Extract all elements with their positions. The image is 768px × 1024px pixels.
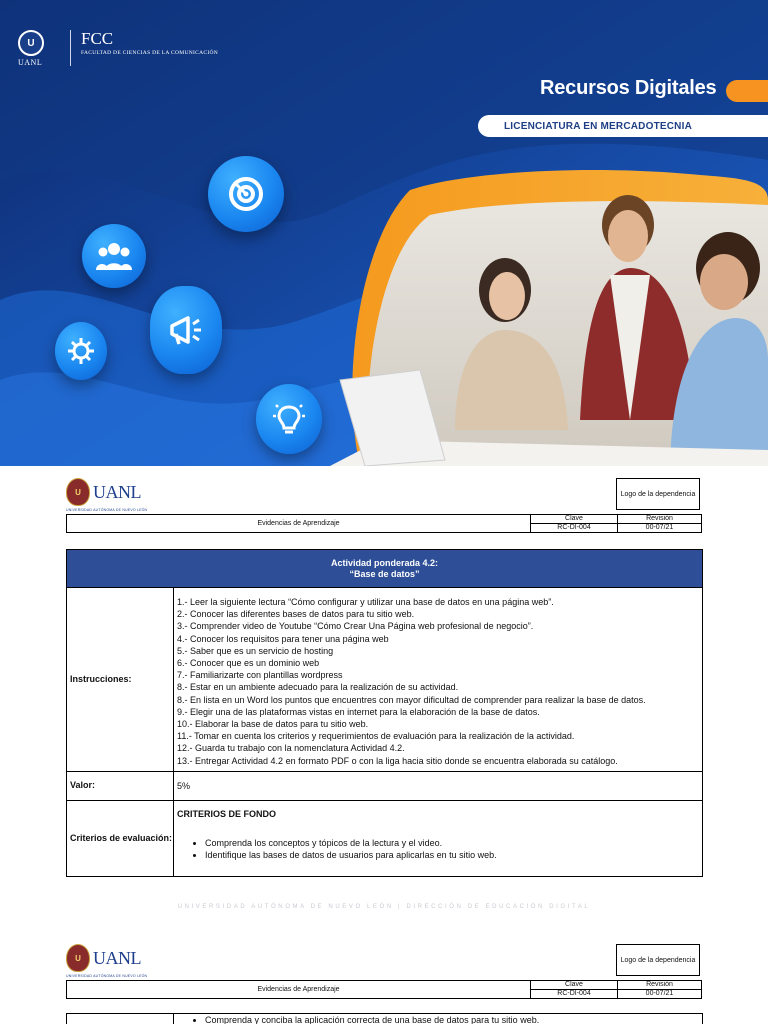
criterios-title: CRITERIOS DE FONDO xyxy=(177,808,277,819)
lightbulb-icon xyxy=(256,384,322,454)
instruction-item: 9.- Elegir una de las plataformas vistas en internet para la elaboración de la base de datos. xyxy=(177,706,540,717)
uanl-wordmark: UANL xyxy=(93,947,141,968)
activity-table xyxy=(66,549,703,877)
instruction-item: 7.- Familiarizarte con plantillas wordpress xyxy=(177,670,343,681)
criterio-item: • Comprenda los conceptos y tópicos de la lectura y el video. xyxy=(205,837,699,850)
clave-label: Clave xyxy=(531,981,618,990)
activity-title: Actividad ponderada 4.2: xyxy=(330,557,439,568)
hero-banner xyxy=(0,0,768,466)
clave-value: RC-DI-004 xyxy=(531,990,618,999)
criterios-label: Criterios de evaluación: xyxy=(67,800,174,876)
revision-value: 00-07/21 xyxy=(618,524,702,533)
instruction-item: 2.- Conocer las diferentes bases de datos para tu sitio web. xyxy=(177,609,415,620)
clave-value: RC-DI-004 xyxy=(531,524,618,533)
instruction-item: 5.- Saber que es un servicio de hosting xyxy=(177,645,334,656)
target-icon xyxy=(208,156,284,232)
logo-faculty-name: FACULTAD DE CIENCIAS DE LA COMUNICACIÓN xyxy=(81,50,218,56)
instruction-item: 8.- Estar en un ambiente adecuado para la realización de su actividad. xyxy=(177,682,459,693)
instruction-item: 8.- En lista en un Word los puntos que encuentres con mayor dificultad de comprender para realizar la base de datos. xyxy=(177,694,646,705)
header-table xyxy=(66,980,702,999)
evidencias-cell: Evidencias de Aprendizaje xyxy=(67,981,531,999)
activity-subtitle: “Base de datos” xyxy=(349,568,420,579)
people-icon xyxy=(82,224,146,288)
instrucciones-label: Instrucciones: xyxy=(67,588,174,772)
logo-fcc-text: FCC xyxy=(81,29,114,48)
revision-value: 00-07/21 xyxy=(618,990,702,999)
instruction-item: 1.- Leer la siguiente lectura “Cómo configurar y utilizar una base de datos en una página web”. xyxy=(177,597,554,607)
instrucciones-list xyxy=(177,596,699,767)
valor-label: Valor: xyxy=(67,771,174,800)
uanl-subtitle: UNIVERSIDAD AUTÓNOMA DE NUEVO LEÓN xyxy=(66,974,148,978)
instruction-item: 12.- Guarda tu trabajo con la nomenclatura Actividad 4.2. xyxy=(177,743,405,754)
megaphone-icon xyxy=(150,286,222,374)
instruction-item: 13.- Entregar Actividad 4.2 en formato PDF o con la liga hacia sitio donde se encuentra elaborada su catálogo. xyxy=(177,755,618,766)
activity-title-cell xyxy=(67,550,703,588)
criterio-item: • Identifique las bases de datos de usuarios para aplicarlas en tu sitio web. xyxy=(205,849,699,862)
valor-value: 5% xyxy=(174,771,703,800)
uanl-logo xyxy=(66,944,141,972)
evidencias-cell: Evidencias de Aprendizaje xyxy=(67,515,531,533)
page-footer: UNIVERSIDAD AUTÓNOMA DE NUEVO LEÓN | DIRECCIÓN DE EDUCACIÓN DIGITAL xyxy=(177,904,591,910)
criterios-list xyxy=(205,837,699,862)
logo-dependencia-box: Logo de la dependencia xyxy=(616,944,700,976)
instruction-item: 4.- Conocer los requisitos para tener una página web xyxy=(177,633,389,644)
criterios-continued xyxy=(174,1014,703,1024)
clave-label: Clave xyxy=(531,515,618,524)
gear-icon xyxy=(55,322,107,380)
criterios-label-continued xyxy=(67,1014,174,1024)
logo-divider xyxy=(70,30,71,66)
revision-label: Revisión xyxy=(618,981,702,990)
uanl-logo xyxy=(66,478,141,506)
uanl-subtitle: UNIVERSIDAD AUTÓNOMA DE NUEVO LEÓN xyxy=(66,508,148,512)
instruction-item: 11.- Tomar en cuenta los criterios y requerimientos de evaluación para la realización de la actividad. xyxy=(177,731,575,742)
instrucciones-content xyxy=(174,588,703,772)
uanl-seal-icon: U xyxy=(18,30,44,56)
header-table xyxy=(66,514,702,533)
program-pill: LICENCIATURA EN MERCADOTECNIA xyxy=(478,115,768,137)
instruction-item: 3.- Comprender video de Youtube “Cómo Crear Una Página web profesional de negocio”. xyxy=(177,621,534,632)
instruction-item: 10.- Elaborar la base de datos para tu sitio web. xyxy=(177,719,369,730)
criterios-content xyxy=(174,800,703,876)
instruction-item: 6.- Conocer que es un dominio web xyxy=(177,658,320,669)
orange-accent-pill xyxy=(726,80,768,102)
uanl-wordmark: UANL xyxy=(93,481,141,502)
uanl-shield-icon: U xyxy=(66,478,90,506)
list-item: • Comprenda y conciba la aplicación correcta de una base de datos para tu sitio web. xyxy=(205,1015,699,1024)
uanl-shield-icon: U xyxy=(66,944,90,972)
logo-uanl-text: UANL xyxy=(18,58,43,67)
fcc-logo xyxy=(18,30,218,66)
logo-dependencia-box: Logo de la dependencia xyxy=(616,478,700,510)
banner-title: Recursos Digitales xyxy=(540,77,717,99)
revision-label: Revisión xyxy=(618,515,702,524)
activity-table-page2 xyxy=(66,1013,703,1024)
